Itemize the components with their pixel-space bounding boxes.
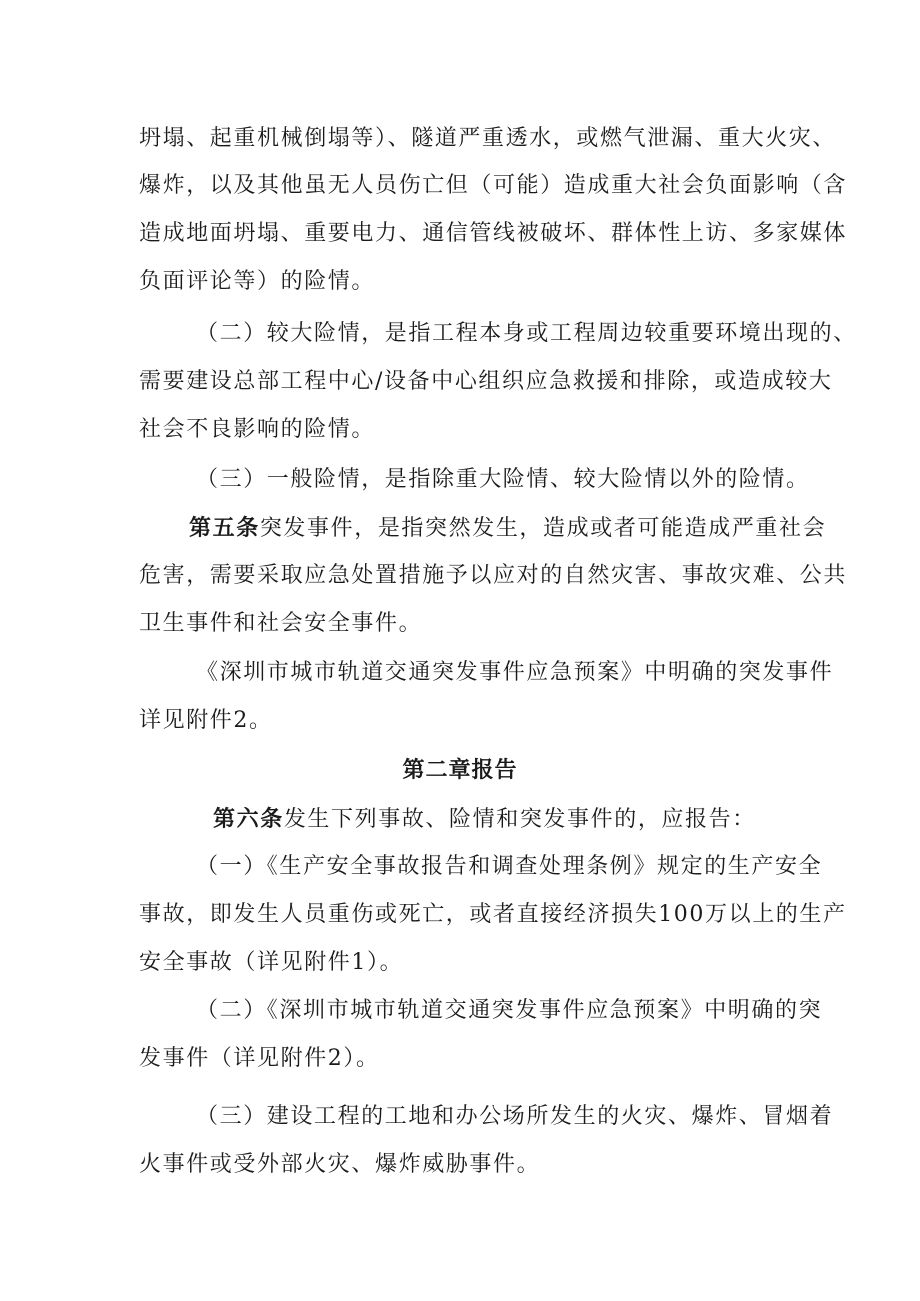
item-3-line-1: （三）建设工程的工地和办公场所发生的火灾、爆炸、冒烟着	[196, 1104, 834, 1129]
paragraph-1-line-4: 负面评论等）的险情。	[139, 269, 376, 294]
item-1-line-2: 事故，即发生人员重伤或死亡，或者直接经济损失100万以上的生产	[139, 902, 847, 927]
item-1-line-3: 安全事故（详见附件1）。	[139, 950, 404, 975]
article-5-line-1	[189, 508, 826, 548]
paragraph-1-line-2: 爆炸，以及其他虽无人员伤亡但（可能）造成重大社会负面影响（含	[139, 173, 848, 198]
paragraph-2-line-1: （二）较大险情，是指工程本身或工程周边较重要环境出现的、	[196, 321, 857, 346]
article-5-text: 突发事件，是指突然发生，造成或者可能造成严重社会	[259, 516, 827, 541]
paragraph-3-line-1: （三）一般险情，是指除重大险情、较大险情以外的险情。	[196, 467, 810, 492]
item-2-line-2: 发事件（详见附件2）。	[139, 1046, 380, 1071]
article-5-line-3: 卫生事件和社会安全事件。	[139, 611, 423, 636]
article-6-line-1	[213, 799, 756, 839]
article-6-label: 第六条	[213, 806, 284, 832]
chapter-heading: 第二章报告	[402, 757, 518, 783]
article-5-label: 第五条	[189, 515, 260, 541]
article-5-line-2: 危害，需要采取应急处置措施予以应对的自然灾害、事故灾难、公共	[139, 563, 848, 588]
item-2-line-1: （二）《深圳市城市轨道交通突发事件应急预案》中明确的突	[196, 998, 823, 1023]
paragraph-1-line-3: 造成地面坍塌、重要电力、通信管线被破坏、群体性上访、多家媒体	[139, 221, 848, 246]
item-3-line-2: 火事件或受外部火灾、爆炸威胁事件。	[139, 1152, 541, 1177]
paragraph-1-line-1: 坍塌、起重机械倒塌等）、隧道严重透水，或燃气泄漏、重大火灾、	[139, 126, 837, 151]
paragraph-2-line-2: 需要建设总部工程中心/设备中心组织应急救援和排除，或造成较大	[139, 369, 833, 394]
paragraph-2-line-3: 社会不良影响的险情。	[139, 417, 376, 442]
paragraph-5-line-2: 详见附件2。	[139, 708, 273, 733]
article-6-text: 发生下列事故、险情和突发事件的，应报告：	[283, 807, 756, 832]
item-1-line-1: （一）《生产安全事故报告和调查处理条例》规定的生产安全	[196, 854, 823, 879]
paragraph-5-line-1: 《深圳市城市轨道交通突发事件应急预案》中明确的突发事件	[196, 660, 834, 685]
